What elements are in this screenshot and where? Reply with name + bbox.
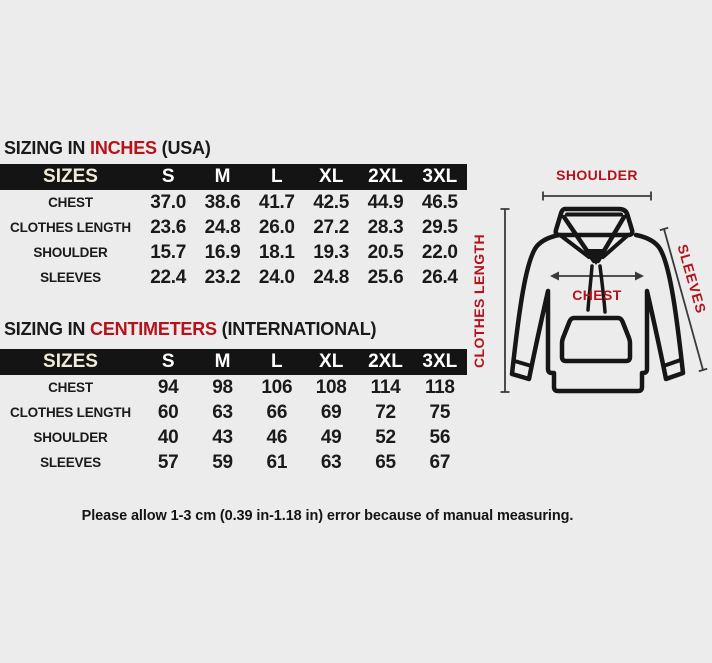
sizes-header: SIZES [43,351,98,372]
row-label: CHEST [48,195,93,210]
value-cell: 52 [375,426,396,448]
value-cell: 114 [370,376,401,398]
value-cell: 118 [424,376,455,398]
title-unit: INCHES [90,138,157,158]
table-row-shoulder [0,425,467,450]
value-cell: 44.9 [367,191,404,213]
hoodie-measurement-diagram [470,158,712,420]
row-label: SLEEVES [40,270,101,285]
value-cell: 22.0 [421,241,458,263]
table-row-sleeves [0,265,467,290]
row-label: CHEST [48,380,93,395]
table-row-chest [0,190,467,215]
inches-section-title [4,138,211,159]
row-label: CLOTHES LENGTH [10,220,131,235]
value-cell: 56 [429,426,451,448]
value-cell: 72 [375,401,396,423]
value-cell: 67 [429,451,451,473]
row-label: CLOTHES LENGTH [10,405,131,420]
value-cell: 24.8 [313,266,350,288]
value-cell: 25.6 [367,266,404,288]
clothes-length-label: CLOTHES LENGTH [471,234,487,368]
value-cell: 63 [320,451,342,473]
table-row-sleeves [0,450,467,475]
col-header-3xl: 3XL [422,166,458,187]
sleeves-label: SLEEVES [674,242,710,316]
value-cell: 28.3 [367,216,404,238]
value-cell: 46 [266,426,288,448]
title-prefix: SIZING IN [4,138,86,158]
table-row-chest [0,375,467,400]
inches-table-header-row [0,164,467,190]
value-cell: 98 [212,376,233,398]
value-cell: 15.7 [150,241,187,263]
col-header-l: L [271,351,283,372]
value-cell: 65 [375,451,396,473]
value-cell: 23.6 [150,216,187,238]
value-cell: 23.2 [204,266,241,288]
table-row-shoulder [0,240,467,265]
title-suffix: (INTERNATIONAL) [221,319,377,339]
value-cell: 41.7 [258,191,295,213]
shoulder-label: SHOULDER [556,167,638,183]
title-prefix: SIZING IN [4,319,86,339]
value-cell: 106 [261,376,293,398]
row-label: SHOULDER [33,245,108,260]
col-header-2xl: 2XL [368,351,403,372]
table-row-clothes-length [0,400,467,425]
col-header-s: S [161,351,175,372]
value-cell: 38.6 [204,191,241,213]
col-header-s: S [161,166,175,187]
right-cuff-seam [664,360,681,366]
col-header-l: L [271,166,283,187]
col-header-3xl: 3XL [422,351,458,372]
col-header-xl: XL [319,166,344,187]
row-label: SHOULDER [33,430,108,445]
value-cell: 60 [157,401,179,423]
value-cell: 29.5 [421,216,458,238]
value-cell: 61 [266,451,288,473]
left-cuff-seam [515,361,532,366]
col-header-m: M [214,351,231,372]
value-cell: 108 [315,376,347,398]
value-cell: 59 [212,451,233,473]
kangaroo-pocket [562,318,630,361]
cm-section-title [4,319,376,340]
measuring-error-note: Please allow 1-3 cm (0.39 in-1.18 in) error because of manual measuring. [81,508,574,524]
value-cell: 49 [320,426,342,448]
sizes-header: SIZES [43,166,98,187]
value-cell: 46.5 [421,191,458,213]
value-cell: 66 [266,401,288,423]
value-cell: 18.1 [258,241,295,263]
table-row-clothes-length [0,215,467,240]
value-cell: 20.5 [367,241,404,263]
value-cell: 16.9 [204,241,241,263]
cm-table-header-row [0,349,467,375]
value-cell: 69 [320,401,342,423]
value-cell: 94 [157,376,179,398]
inches-size-table [0,164,467,290]
value-cell: 42.5 [313,191,350,213]
value-cell: 57 [157,451,179,473]
value-cell: 24.8 [204,216,241,238]
value-cell: 37.0 [150,191,187,213]
value-cell: 63 [212,401,233,423]
cm-size-table [0,349,467,475]
row-label: SLEEVES [40,455,101,470]
value-cell: 27.2 [313,216,350,238]
value-cell: 43 [212,426,233,448]
value-cell: 40 [157,426,179,448]
value-cell: 26.0 [258,216,295,238]
title-unit: CENTIMETERS [90,319,217,339]
value-cell: 26.4 [421,266,458,288]
chest-label: CHEST [572,287,622,303]
value-cell: 22.4 [150,266,187,288]
col-header-m: M [214,166,231,187]
col-header-2xl: 2XL [368,166,403,187]
value-cell: 19.3 [313,241,350,263]
value-cell: 75 [429,401,451,423]
value-cell: 24.0 [258,266,295,288]
title-suffix: (USA) [161,138,211,158]
col-header-xl: XL [319,351,344,372]
